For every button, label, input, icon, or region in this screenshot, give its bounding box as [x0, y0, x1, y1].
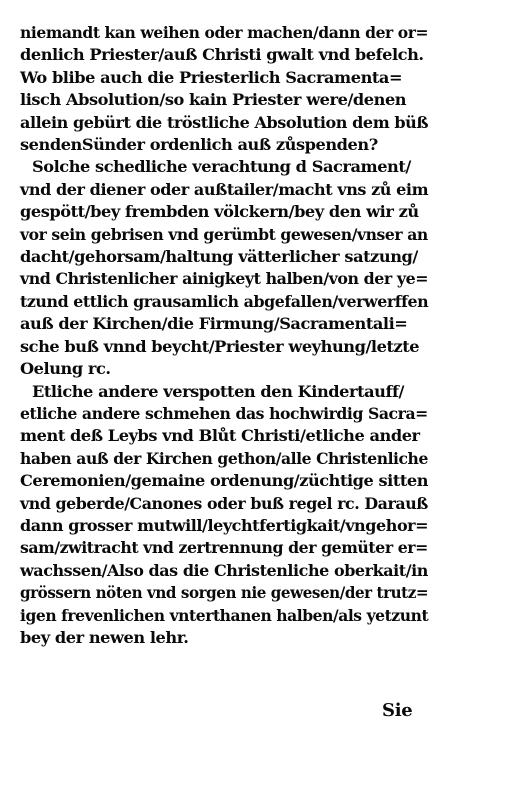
text-line: Solche schedliche verachtung d Sacrament/ — [32, 157, 411, 177]
text-line: vor sein gebrisen vnd gerümbt gewesen/vnser an — [20, 224, 428, 244]
text-line: Ceremonien/gemaine ordenung/züchtige sitten — [20, 471, 428, 491]
body-text — [20, 22, 430, 649]
text-line: vnd der diener oder außtailer/macht vns zů eim — [20, 179, 429, 199]
text-line: dann grosser mutwill/leychtfertigkait/vngehor= — [20, 515, 429, 535]
text-line: wachssen/Also das die Christenliche oberkait/in — [20, 560, 428, 580]
text-line: vnd Christenlicher ainigkeyt halben/von der ye= — [20, 269, 429, 289]
text-line: bey der newen lehr. — [20, 627, 189, 647]
text-line: dacht/gehorsam/haltung vätterlicher satzung/ — [20, 247, 418, 267]
text-line: gespött/bey frembden völckern/bey den wir zů — [20, 202, 419, 222]
text-line: etliche andere schmehen das hochwirdig Sacra= — [20, 403, 428, 423]
text-line: Etliche andere verspotten den Kindertauff/ — [32, 381, 404, 401]
text-line: auß der Kirchen/die Firmung/Sacramentali= — [20, 314, 408, 334]
text-line: sam/zwitracht vnd zertrennung der gemüter er= — [20, 538, 428, 558]
text-line: igen frevenlichen vnterthanen halben/als yetzunt — [20, 605, 429, 625]
text-line: sendenSünder ordenlich auß zůspenden? — [20, 135, 378, 155]
text-line: allein gebürt die tröstliche Absolution dem büß — [20, 112, 429, 132]
text-line: lisch Absolution/so kain Priester were/denen — [20, 90, 407, 110]
text-line: sche buß vnnd beycht/Priester weyhung/letzte — [20, 336, 420, 356]
text-line: grössern nöten vnd sorgen nie gewesen/der trutz= — [20, 583, 429, 603]
text-line: Oelung rc. — [20, 359, 111, 379]
text-line: Wo blibe auch die Priesterlich Sacramenta= — [20, 67, 403, 87]
text-line: vnd geberde/Canones oder buß regel rc. Darauß — [20, 493, 428, 513]
text-line: niemandt kan weihen oder machen/dann der or= — [20, 23, 429, 42]
text-line: denlich Priester/auß Christi gwalt vnd befelch. — [20, 45, 424, 65]
text-line: ment deß Leybs vnd Blůt Christi/etliche ander — [20, 426, 420, 446]
text-line: haben auß der Kirchen gethon/alle Christenliche — [20, 448, 428, 468]
catchword: Sie — [382, 700, 413, 721]
text-line: tzund ettlich grausamlich abgefallen/verwerffen — [20, 291, 429, 311]
